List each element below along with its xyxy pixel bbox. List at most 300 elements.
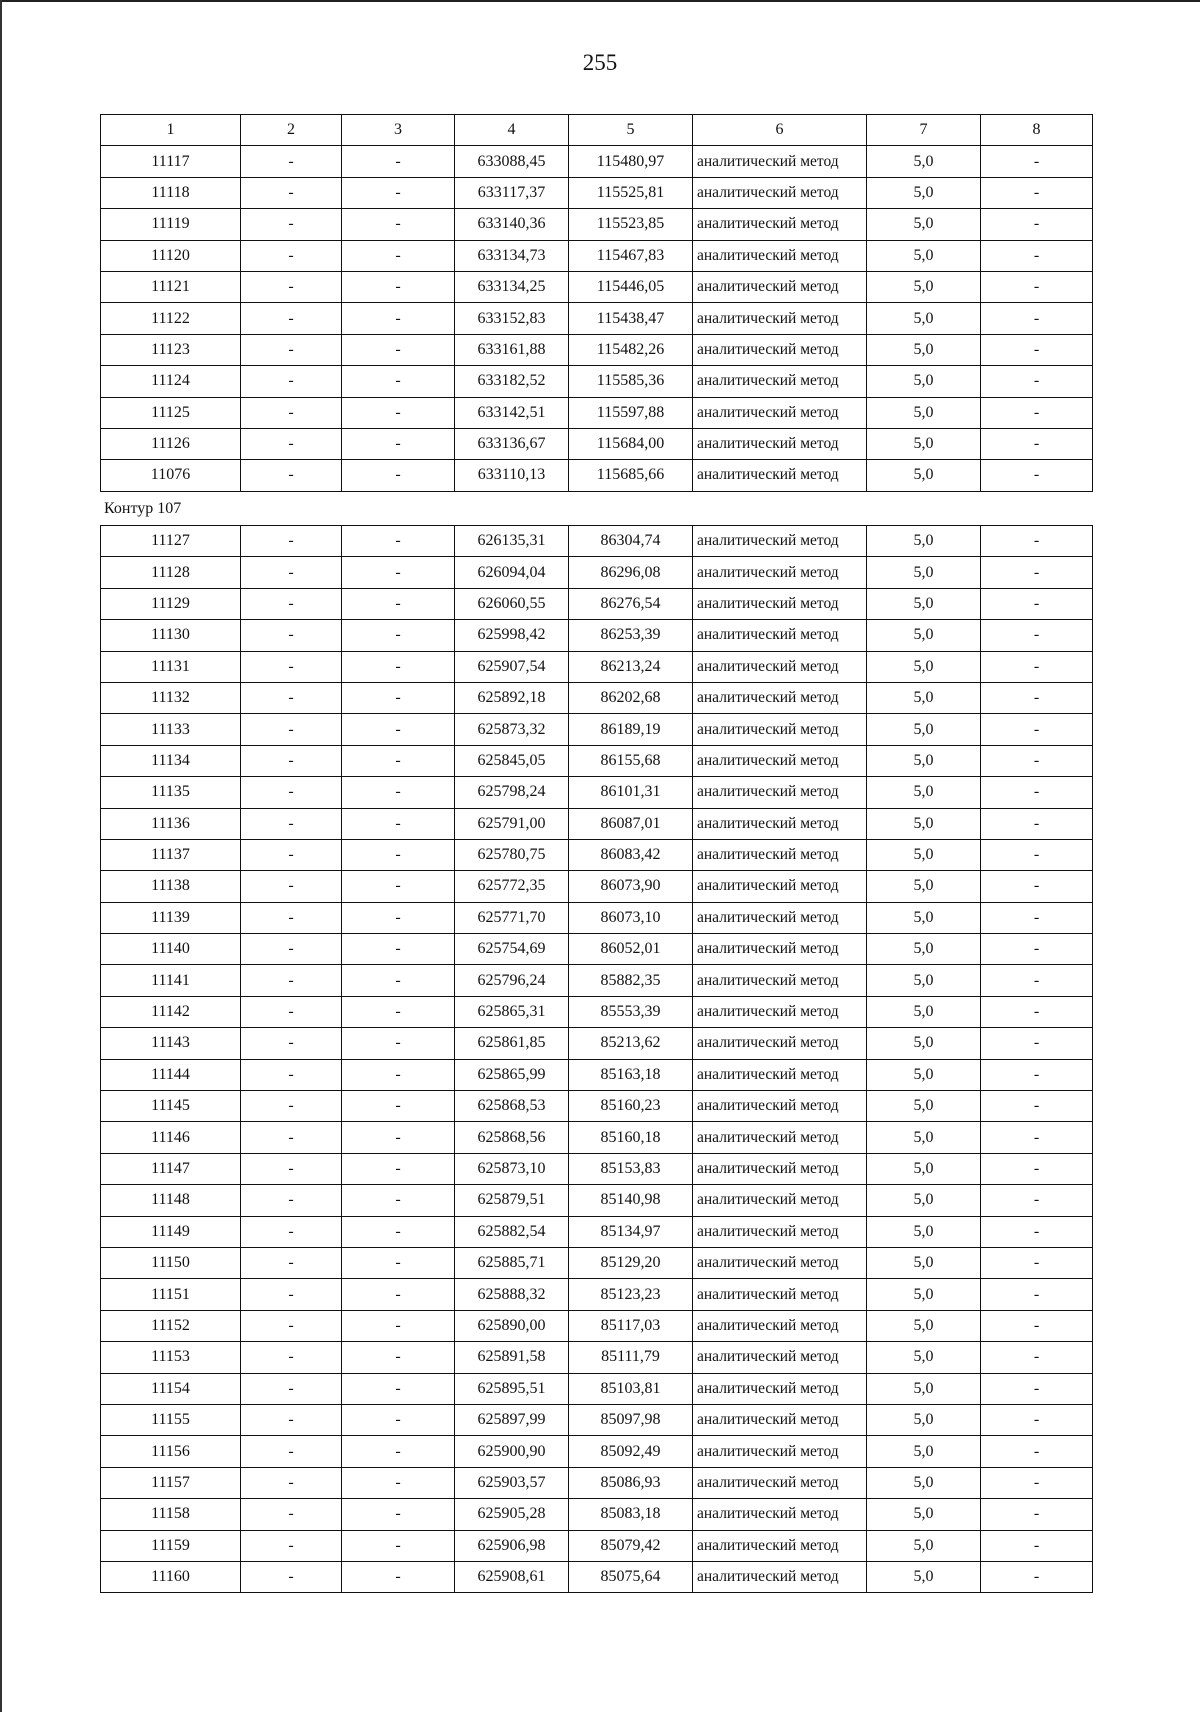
accuracy-cell: 5,0 — [867, 334, 981, 365]
table-row — [101, 839, 1093, 870]
table-row — [101, 397, 1093, 428]
col3-cell: - — [342, 996, 455, 1027]
page-number: 255 — [582, 50, 618, 75]
col8-cell: - — [981, 934, 1093, 965]
y-coordinate-cell: 85079,42 — [569, 1530, 693, 1561]
y-coordinate-cell: 86213,24 — [569, 651, 693, 682]
method-cell: аналитический метод — [693, 557, 867, 588]
x-coordinate-cell: 625906,98 — [455, 1530, 569, 1561]
y-coordinate-cell: 86189,19 — [569, 714, 693, 745]
method-cell: аналитический метод — [693, 965, 867, 996]
col2-cell: - — [241, 146, 342, 177]
table-row — [101, 1185, 1093, 1216]
x-coordinate-cell: 625771,70 — [455, 902, 569, 933]
y-coordinate-cell: 86304,74 — [569, 526, 693, 557]
col8-cell: - — [981, 1059, 1093, 1090]
col2-cell: - — [241, 871, 342, 902]
method-cell: аналитический метод — [693, 620, 867, 651]
accuracy-cell: 5,0 — [867, 303, 981, 334]
y-coordinate-cell: 85103,81 — [569, 1373, 693, 1404]
accuracy-cell: 5,0 — [867, 808, 981, 839]
col8-cell: - — [981, 428, 1093, 459]
col3-cell: - — [342, 177, 455, 208]
table-row — [101, 1436, 1093, 1467]
col2-cell: - — [241, 209, 342, 240]
col3-cell: - — [342, 808, 455, 839]
method-cell: аналитический метод — [693, 1279, 867, 1310]
col8-cell: - — [981, 209, 1093, 240]
column-header-cell: 4 — [455, 115, 569, 146]
method-cell: аналитический метод — [693, 1059, 867, 1090]
col3-cell: - — [342, 1436, 455, 1467]
table-row — [101, 1028, 1093, 1059]
y-coordinate-cell: 85083,18 — [569, 1499, 693, 1530]
contour-label: Контур 107 — [104, 500, 182, 517]
col8-cell: - — [981, 240, 1093, 271]
x-coordinate-cell: 625900,90 — [455, 1436, 569, 1467]
point-number-cell: 11154 — [101, 1373, 241, 1404]
col8-cell: - — [981, 1185, 1093, 1216]
col2-cell: - — [241, 428, 342, 459]
table-row — [101, 428, 1093, 459]
point-number-cell: 11155 — [101, 1404, 241, 1435]
col3-cell: - — [342, 146, 455, 177]
y-coordinate-cell: 115684,00 — [569, 428, 693, 459]
accuracy-cell: 5,0 — [867, 1499, 981, 1530]
col8-cell: - — [981, 1279, 1093, 1310]
method-cell: аналитический метод — [693, 334, 867, 365]
x-coordinate-cell: 633182,52 — [455, 366, 569, 397]
accuracy-cell: 5,0 — [867, 209, 981, 240]
table-row — [101, 808, 1093, 839]
method-cell: аналитический метод — [693, 1310, 867, 1341]
method-cell: аналитический метод — [693, 366, 867, 397]
x-coordinate-cell: 625873,10 — [455, 1153, 569, 1184]
x-coordinate-cell: 633161,88 — [455, 334, 569, 365]
point-number-cell: 11159 — [101, 1530, 241, 1561]
col3-cell: - — [342, 1153, 455, 1184]
table-row — [101, 146, 1093, 177]
y-coordinate-cell: 115446,05 — [569, 271, 693, 302]
col2-cell: - — [241, 1279, 342, 1310]
col3-cell: - — [342, 1185, 455, 1216]
method-cell: аналитический метод — [693, 397, 867, 428]
col8-cell: - — [981, 777, 1093, 808]
method-cell: аналитический метод — [693, 526, 867, 557]
col2-cell: - — [241, 271, 342, 302]
point-number-cell: 11157 — [101, 1467, 241, 1498]
col3-cell: - — [342, 1467, 455, 1498]
page-top-border — [0, 0, 1200, 2]
accuracy-cell: 5,0 — [867, 1561, 981, 1592]
col3-cell: - — [342, 334, 455, 365]
x-coordinate-cell: 625897,99 — [455, 1404, 569, 1435]
point-number-cell: 11126 — [101, 428, 241, 459]
table-row — [101, 965, 1093, 996]
col8-cell: - — [981, 177, 1093, 208]
method-cell: аналитический метод — [693, 1467, 867, 1498]
accuracy-cell: 5,0 — [867, 965, 981, 996]
accuracy-cell: 5,0 — [867, 1216, 981, 1247]
y-coordinate-cell: 85213,62 — [569, 1028, 693, 1059]
x-coordinate-cell: 626135,31 — [455, 526, 569, 557]
accuracy-cell: 5,0 — [867, 1373, 981, 1404]
table-row — [101, 1122, 1093, 1153]
accuracy-cell: 5,0 — [867, 1279, 981, 1310]
y-coordinate-cell: 115685,66 — [569, 460, 693, 491]
method-cell: аналитический метод — [693, 1373, 867, 1404]
accuracy-cell: 5,0 — [867, 1342, 981, 1373]
column-header-cell: 3 — [342, 115, 455, 146]
x-coordinate-cell: 625845,05 — [455, 745, 569, 776]
accuracy-cell: 5,0 — [867, 745, 981, 776]
y-coordinate-cell: 115585,36 — [569, 366, 693, 397]
col3-cell: - — [342, 271, 455, 302]
col2-cell: - — [241, 1373, 342, 1404]
y-coordinate-cell: 115525,81 — [569, 177, 693, 208]
point-number-cell: 11151 — [101, 1279, 241, 1310]
col2-cell: - — [241, 1091, 342, 1122]
table-row — [101, 777, 1093, 808]
method-cell: аналитический метод — [693, 745, 867, 776]
col8-cell: - — [981, 1028, 1093, 1059]
table-row — [101, 1499, 1093, 1530]
table-row — [101, 1342, 1093, 1373]
x-coordinate-cell: 625865,99 — [455, 1059, 569, 1090]
col8-cell: - — [981, 1530, 1093, 1561]
col3-cell: - — [342, 460, 455, 491]
table-row — [101, 1216, 1093, 1247]
col8-cell: - — [981, 1247, 1093, 1278]
table-row — [101, 1279, 1093, 1310]
table-row — [101, 745, 1093, 776]
accuracy-cell: 5,0 — [867, 1530, 981, 1561]
point-number-cell: 11129 — [101, 588, 241, 619]
method-cell: аналитический метод — [693, 460, 867, 491]
point-number-cell: 11141 — [101, 965, 241, 996]
col3-cell: - — [342, 303, 455, 334]
column-header-cell: 2 — [241, 115, 342, 146]
column-header-cell: 6 — [693, 115, 867, 146]
coordinates-table-upper — [100, 114, 1093, 492]
col8-cell: - — [981, 1310, 1093, 1341]
y-coordinate-cell: 85160,23 — [569, 1091, 693, 1122]
col8-cell: - — [981, 588, 1093, 619]
column-header-cell: 8 — [981, 115, 1093, 146]
y-coordinate-cell: 115597,88 — [569, 397, 693, 428]
accuracy-cell: 5,0 — [867, 460, 981, 491]
col2-cell: - — [241, 588, 342, 619]
y-coordinate-cell: 85140,98 — [569, 1185, 693, 1216]
y-coordinate-cell: 86087,01 — [569, 808, 693, 839]
col3-cell: - — [342, 839, 455, 870]
method-cell: аналитический метод — [693, 1530, 867, 1561]
col2-cell: - — [241, 1216, 342, 1247]
method-cell: аналитический метод — [693, 839, 867, 870]
method-cell: аналитический метод — [693, 777, 867, 808]
accuracy-cell: 5,0 — [867, 397, 981, 428]
method-cell: аналитический метод — [693, 1247, 867, 1278]
method-cell: аналитический метод — [693, 714, 867, 745]
x-coordinate-cell: 625890,00 — [455, 1310, 569, 1341]
method-cell: аналитический метод — [693, 177, 867, 208]
y-coordinate-cell: 86083,42 — [569, 839, 693, 870]
y-coordinate-cell: 85117,03 — [569, 1310, 693, 1341]
x-coordinate-cell: 625798,24 — [455, 777, 569, 808]
table-row — [101, 334, 1093, 365]
page-left-border — [0, 0, 2, 1712]
accuracy-cell: 5,0 — [867, 620, 981, 651]
col3-cell: - — [342, 588, 455, 619]
y-coordinate-cell: 86101,31 — [569, 777, 693, 808]
x-coordinate-cell: 633110,13 — [455, 460, 569, 491]
col2-cell: - — [241, 777, 342, 808]
col2-cell: - — [241, 303, 342, 334]
method-cell: аналитический метод — [693, 1185, 867, 1216]
point-number-cell: 11158 — [101, 1499, 241, 1530]
accuracy-cell: 5,0 — [867, 240, 981, 271]
point-number-cell: 11136 — [101, 808, 241, 839]
method-cell: аналитический метод — [693, 1122, 867, 1153]
col2-cell: - — [241, 1185, 342, 1216]
method-cell: аналитический метод — [693, 240, 867, 271]
point-number-cell: 11118 — [101, 177, 241, 208]
accuracy-cell: 5,0 — [867, 1122, 981, 1153]
col3-cell: - — [342, 1373, 455, 1404]
point-number-cell: 11124 — [101, 366, 241, 397]
y-coordinate-cell: 86253,39 — [569, 620, 693, 651]
method-cell: аналитический метод — [693, 209, 867, 240]
col3-cell: - — [342, 902, 455, 933]
table-row — [101, 1467, 1093, 1498]
col3-cell: - — [342, 1059, 455, 1090]
accuracy-cell: 5,0 — [867, 1059, 981, 1090]
method-cell: аналитический метод — [693, 588, 867, 619]
col3-cell: - — [342, 1530, 455, 1561]
table-row — [101, 682, 1093, 713]
col2-cell: - — [241, 1530, 342, 1561]
col3-cell: - — [342, 745, 455, 776]
col2-cell: - — [241, 714, 342, 745]
x-coordinate-cell: 633142,51 — [455, 397, 569, 428]
table-row — [101, 177, 1093, 208]
point-number-cell: 11153 — [101, 1342, 241, 1373]
y-coordinate-cell: 85111,79 — [569, 1342, 693, 1373]
header-row — [101, 115, 1093, 146]
col8-cell: - — [981, 1122, 1093, 1153]
col3-cell: - — [342, 1247, 455, 1278]
accuracy-cell: 5,0 — [867, 996, 981, 1027]
point-number-cell: 11144 — [101, 1059, 241, 1090]
table-row — [101, 871, 1093, 902]
col3-cell: - — [342, 651, 455, 682]
col3-cell: - — [342, 1561, 455, 1592]
point-number-cell: 11127 — [101, 526, 241, 557]
col3-cell: - — [342, 1091, 455, 1122]
point-number-cell: 11076 — [101, 460, 241, 491]
point-number-cell: 11138 — [101, 871, 241, 902]
col2-cell: - — [241, 682, 342, 713]
accuracy-cell: 5,0 — [867, 777, 981, 808]
col3-cell: - — [342, 397, 455, 428]
accuracy-cell: 5,0 — [867, 1404, 981, 1435]
point-number-cell: 11142 — [101, 996, 241, 1027]
y-coordinate-cell: 85129,20 — [569, 1247, 693, 1278]
col8-cell: - — [981, 839, 1093, 870]
x-coordinate-cell: 626060,55 — [455, 588, 569, 619]
accuracy-cell: 5,0 — [867, 366, 981, 397]
table-row — [101, 1404, 1093, 1435]
table-row — [101, 1530, 1093, 1561]
accuracy-cell: 5,0 — [867, 1247, 981, 1278]
accuracy-cell: 5,0 — [867, 651, 981, 682]
column-header-cell: 5 — [569, 115, 693, 146]
col2-cell: - — [241, 557, 342, 588]
y-coordinate-cell: 115523,85 — [569, 209, 693, 240]
col8-cell: - — [981, 1153, 1093, 1184]
point-number-cell: 11139 — [101, 902, 241, 933]
col2-cell: - — [241, 934, 342, 965]
col8-cell: - — [981, 526, 1093, 557]
y-coordinate-cell: 115480,97 — [569, 146, 693, 177]
point-number-cell: 11140 — [101, 934, 241, 965]
table-row — [101, 902, 1093, 933]
point-number-cell: 11160 — [101, 1561, 241, 1592]
col3-cell: - — [342, 714, 455, 745]
y-coordinate-cell: 85092,49 — [569, 1436, 693, 1467]
x-coordinate-cell: 625907,54 — [455, 651, 569, 682]
point-number-cell: 11152 — [101, 1310, 241, 1341]
x-coordinate-cell: 625780,75 — [455, 839, 569, 870]
point-number-cell: 11145 — [101, 1091, 241, 1122]
point-number-cell: 11148 — [101, 1185, 241, 1216]
x-coordinate-cell: 626094,04 — [455, 557, 569, 588]
method-cell: аналитический метод — [693, 996, 867, 1027]
x-coordinate-cell: 625888,32 — [455, 1279, 569, 1310]
y-coordinate-cell: 115467,83 — [569, 240, 693, 271]
accuracy-cell: 5,0 — [867, 557, 981, 588]
table-row — [101, 557, 1093, 588]
col3-cell: - — [342, 1028, 455, 1059]
y-coordinate-cell: 85163,18 — [569, 1059, 693, 1090]
point-number-cell: 11130 — [101, 620, 241, 651]
table-row — [101, 996, 1093, 1027]
x-coordinate-cell: 633117,37 — [455, 177, 569, 208]
accuracy-cell: 5,0 — [867, 1467, 981, 1498]
col2-cell: - — [241, 965, 342, 996]
table-row — [101, 526, 1093, 557]
col3-cell: - — [342, 240, 455, 271]
table-row — [101, 620, 1093, 651]
col2-cell: - — [241, 808, 342, 839]
col8-cell: - — [981, 1561, 1093, 1592]
table-row — [101, 209, 1093, 240]
y-coordinate-cell: 85153,83 — [569, 1153, 693, 1184]
col8-cell: - — [981, 871, 1093, 902]
col8-cell: - — [981, 366, 1093, 397]
column-header-cell: 1 — [101, 115, 241, 146]
method-cell: аналитический метод — [693, 1404, 867, 1435]
x-coordinate-cell: 625796,24 — [455, 965, 569, 996]
method-cell: аналитический метод — [693, 1342, 867, 1373]
col3-cell: - — [342, 965, 455, 996]
col2-cell: - — [241, 1059, 342, 1090]
point-number-cell: 11143 — [101, 1028, 241, 1059]
table-row — [101, 714, 1093, 745]
col2-cell: - — [241, 366, 342, 397]
col3-cell: - — [342, 1310, 455, 1341]
col3-cell: - — [342, 209, 455, 240]
point-number-cell: 11119 — [101, 209, 241, 240]
col2-cell: - — [241, 745, 342, 776]
x-coordinate-cell: 625868,56 — [455, 1122, 569, 1153]
col2-cell: - — [241, 240, 342, 271]
y-coordinate-cell: 85123,23 — [569, 1279, 693, 1310]
method-cell: аналитический метод — [693, 1499, 867, 1530]
method-cell: аналитический метод — [693, 934, 867, 965]
col3-cell: - — [342, 1122, 455, 1153]
x-coordinate-cell: 633134,73 — [455, 240, 569, 271]
y-coordinate-cell: 86073,90 — [569, 871, 693, 902]
col2-cell: - — [241, 526, 342, 557]
col8-cell: - — [981, 146, 1093, 177]
col2-cell: - — [241, 1342, 342, 1373]
point-number-cell: 11135 — [101, 777, 241, 808]
col8-cell: - — [981, 1499, 1093, 1530]
col3-cell: - — [342, 1342, 455, 1373]
x-coordinate-cell: 625882,54 — [455, 1216, 569, 1247]
col3-cell: - — [342, 1404, 455, 1435]
x-coordinate-cell: 625754,69 — [455, 934, 569, 965]
table-row — [101, 934, 1093, 965]
col2-cell: - — [241, 397, 342, 428]
method-cell: аналитический метод — [693, 1028, 867, 1059]
method-cell: аналитический метод — [693, 682, 867, 713]
y-coordinate-cell: 85553,39 — [569, 996, 693, 1027]
method-cell: аналитический метод — [693, 1561, 867, 1592]
col2-cell: - — [241, 839, 342, 870]
x-coordinate-cell: 625791,00 — [455, 808, 569, 839]
x-coordinate-cell: 633152,83 — [455, 303, 569, 334]
table-row — [101, 1247, 1093, 1278]
x-coordinate-cell: 625861,85 — [455, 1028, 569, 1059]
table-row — [101, 1373, 1093, 1404]
col8-cell: - — [981, 714, 1093, 745]
point-number-cell: 11128 — [101, 557, 241, 588]
y-coordinate-cell: 85097,98 — [569, 1404, 693, 1435]
y-coordinate-cell: 86202,68 — [569, 682, 693, 713]
y-coordinate-cell: 85086,93 — [569, 1467, 693, 1498]
table-row — [101, 460, 1093, 491]
method-cell: аналитический метод — [693, 303, 867, 334]
y-coordinate-cell: 86296,08 — [569, 557, 693, 588]
y-coordinate-cell: 86155,68 — [569, 745, 693, 776]
col3-cell: - — [342, 366, 455, 397]
method-cell: аналитический метод — [693, 651, 867, 682]
accuracy-cell: 5,0 — [867, 271, 981, 302]
method-cell: аналитический метод — [693, 428, 867, 459]
accuracy-cell: 5,0 — [867, 146, 981, 177]
col2-cell: - — [241, 902, 342, 933]
col2-cell: - — [241, 1499, 342, 1530]
col8-cell: - — [981, 808, 1093, 839]
col8-cell: - — [981, 1373, 1093, 1404]
accuracy-cell: 5,0 — [867, 714, 981, 745]
method-cell: аналитический метод — [693, 146, 867, 177]
col3-cell: - — [342, 557, 455, 588]
y-coordinate-cell: 86073,10 — [569, 902, 693, 933]
table-row — [101, 1153, 1093, 1184]
